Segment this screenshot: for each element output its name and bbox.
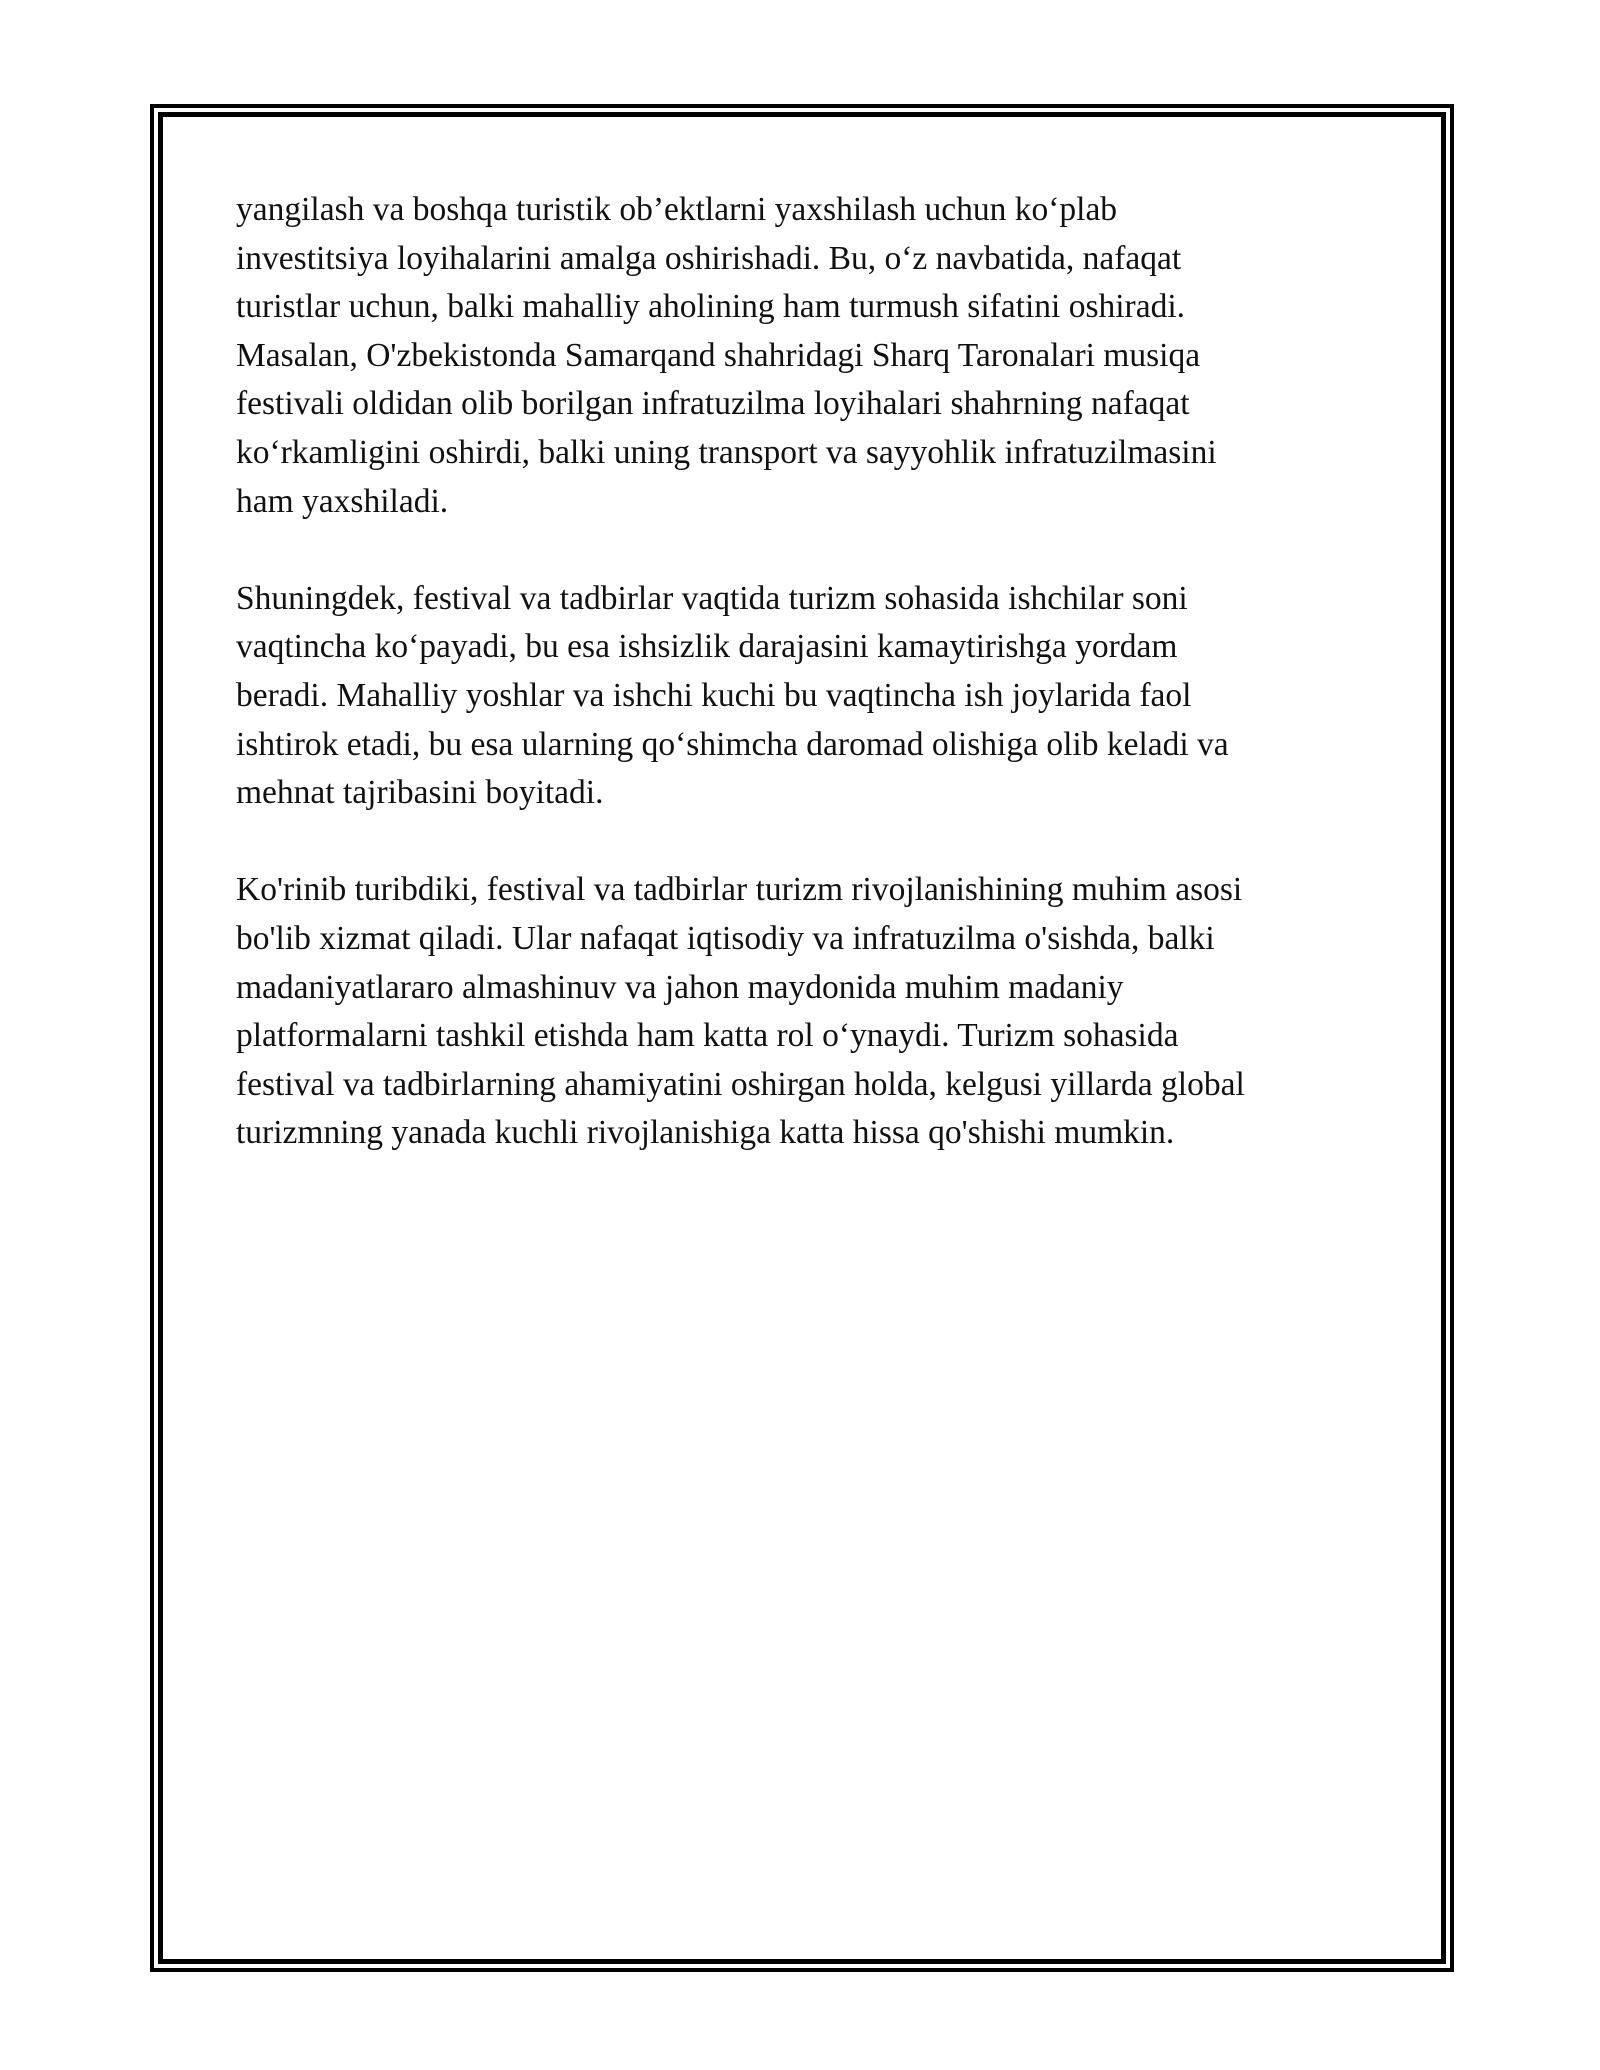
text-line: turizmning yanada kuchli rivojlanishiga katta hissa qo'shishi mumkin. xyxy=(236,1114,1175,1152)
text-line: festivali oldidan olib borilgan infratuzilma loyihalari shahrning nafaqat xyxy=(236,385,1190,423)
text-line: ishtirok etadi, bu esa ularning qo‘shimcha daromad olishiga olib keladi va xyxy=(236,725,1229,763)
text-line: bo'lib xizmat qiladi. Ular nafaqat iqtisodiy va infratuzilma o'sishda, balki xyxy=(236,919,1215,957)
text-line: Ko'rinib turibdiki, festival va tadbirlar turizm rivojlanishining muhim asosi xyxy=(236,871,1243,909)
text-line: ko‘rkamligini oshirdi, balki uning transport va sayyohlik infratuzilmasini xyxy=(236,433,1217,471)
text-line: yangilash va boshqa turistik ob’ektlarni yaxshilash uchun ko‘plab xyxy=(236,191,1118,228)
text-line: Shuningdek, festival va tadbirlar vaqtida turizm sohasida ishchilar soni xyxy=(236,579,1188,617)
text-line: Masalan, O'zbekistonda Samarqand shahridagi Sharq Taronalari musiqa xyxy=(236,336,1201,374)
text-line: madaniyatlararo almashinuv va jahon maydonida muhim madaniy xyxy=(236,968,1124,1006)
paragraph-3 xyxy=(236,866,1376,1158)
text-line: turistlar uchun, balki mahalliy aholining ham turmush sifatini oshiradi. xyxy=(236,288,1186,326)
paragraph-1 xyxy=(236,186,1376,526)
paragraph-2 xyxy=(236,575,1376,818)
text-line: ham yaxshiladi. xyxy=(236,482,449,520)
text-line: platformalarni tashkil etishda ham katta rol o‘ynaydi. Turizm sohasida xyxy=(236,1017,1179,1055)
text-line: vaqtincha ko‘payadi, bu esa ishsizlik darajasini kamaytirishga yordam xyxy=(236,628,1178,666)
text-line: mehnat tajribasini boyitadi. xyxy=(236,774,604,812)
document-body xyxy=(236,186,1376,1158)
text-line: beradi. Mahalliy yoshlar va ishchi kuchi bu vaqtincha ish joylarida faol xyxy=(236,676,1192,714)
text-line: festival va tadbirlarning ahamiyatini oshirgan holda, kelgusi yillarda global xyxy=(236,1065,1245,1103)
text-line: investitsiya loyihalarini amalga oshirishadi. Bu, o‘z navbatida, nafaqat xyxy=(236,239,1182,277)
